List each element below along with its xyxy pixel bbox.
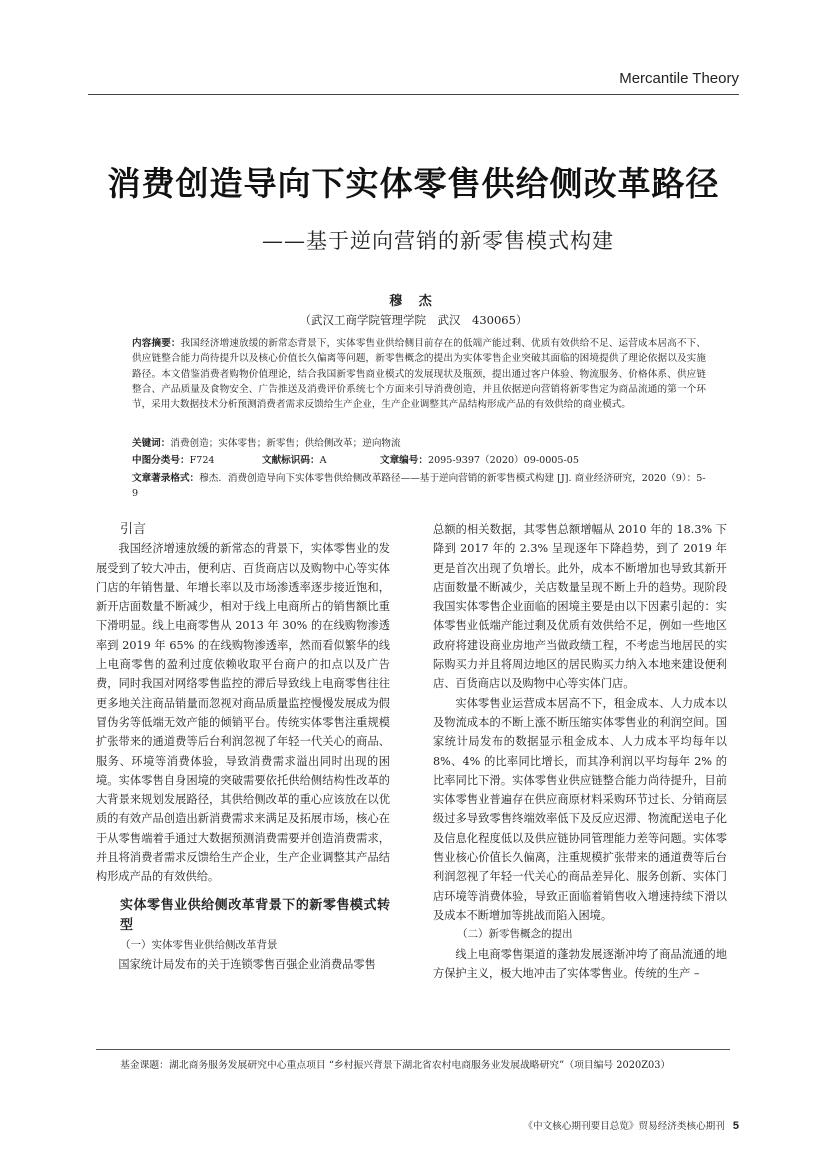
clc-value: F724 xyxy=(189,455,215,466)
intro-heading: 引言 xyxy=(120,522,147,537)
page-subtitle: ——基于逆向营销的新零售模式构建 xyxy=(262,229,614,253)
doc-code-value: A xyxy=(319,455,327,466)
paragraph: 线上电商零售渠道的蓬勃发展逐渐冲垮了商品流通的地方保护主义，极大地冲击了实体零售业。传统的生产 – xyxy=(433,947,727,980)
doc-code-label: 文献标识码： xyxy=(262,455,320,466)
header-rule xyxy=(88,94,739,95)
intro-paragraph: 我国经济增速放缓的新常态的背景下，实体零售业的发展受到了较大冲击，便利店、百货商店以及购物中心等实体门店的年销售量、年增长率以及市场渗透率逐步接近饱和，新开店面数量不断减少，相对于线上电商所占的销售额比重下滑明显。线上电商零售从 2013 年 30% 的在线购物渗透率到 2019 年 65% 的在线购物渗透率，然而看似繁华的线上电商零售的盈利过度依赖收取平台商户的扣点以及广告费，同时我国对网络零售监控的滞后导致线上电商零售往往更多地关注商品销量而忽视对商品质量监控慢慢发展成为假冒伪劣等低端无效产能的倾销平台。传统实体零售注重规模扩张带来的通道费等后台利润忽视了年轻一代关心的商品、服务、环境等消费体验，导致消费需求溢出同时出现的困境。实体零售自身困境的突破需要依托供给侧结构性改革的大背景来规划发展路径，其供给侧改革的重心应该放在以优质的有效产品创造出新消费需求来满足及拓展市场，核心在于从零售端着手通过大数据预测消费需要并创造消费需求，并且将消费者需求反馈给生产企业，生产企业调整其产品结构形成产品的有效供给。 xyxy=(96,542,390,884)
article-number-label: 文章编号： xyxy=(380,455,428,466)
page-number: 5 xyxy=(732,1120,739,1132)
article-identifiers xyxy=(132,453,706,468)
keywords xyxy=(132,436,706,451)
citation-text: 穆杰．消费创造导向下实体零售供给侧改革路径——基于逆向营销的新零售模式构建 [J]. 商业经济研究，2020（9）：5-9 xyxy=(132,473,706,500)
journal-name: 《中文核心期刊要目总览》贸易经济类核心期刊 xyxy=(523,1121,725,1132)
subsection-heading-2: （二）新零售概念的提出 xyxy=(457,928,573,941)
keywords-label: 关键词： xyxy=(132,438,171,449)
funding-note xyxy=(120,1057,670,1071)
funding-label: 基金课题： xyxy=(120,1060,169,1071)
body-column-left xyxy=(96,520,390,974)
paragraph: 总额的相关数据，其零售总额增幅从 2010 年的 18.3% 下降到 2017 年的 2.3% 呈现逐年下降趋势，到了 2019 年更是首次出现了负增长。此外，成本不断增加也导致其新开店面数量不断减少，关店数量呈现不断上升的趋势。现阶段我国实体零售企业面临的困境主要是由以下因素引起的：实体零售业低端产能过剩及优质有效供给不足，例如一些地区政府将建设商业房地产当做政绩工程，不考虑当地居民的实际购买力并且将周边地区的居民购买力纳入本地来建设便利店、百货商店以及购物中心等实体门店。 xyxy=(433,523,727,691)
author-name: 穆 杰 xyxy=(389,294,438,309)
running-head: Mercantile Theory xyxy=(619,70,739,87)
page-footer xyxy=(523,1118,739,1132)
clc-label: 中图分类号： xyxy=(132,455,190,466)
article-number-value: 2095-9397（2020）09-0005-05 xyxy=(427,455,579,466)
keywords-text: 消费创造；实体零售；新零售；供给侧改革；逆向物流 xyxy=(170,438,401,449)
abstract-label: 内容摘要： xyxy=(132,338,181,349)
subsection-heading-1: （一）实体零售业供给侧改革背景 xyxy=(120,938,278,951)
section-heading: 实体零售业供给侧改革背景下的新零售模式转型 xyxy=(120,897,390,933)
author-affiliation: （武汉工商学院管理学院 武汉 430065） xyxy=(299,313,528,327)
abstract xyxy=(132,336,706,412)
page-title: 消费创造导向下实体零售供给侧改革路径 xyxy=(107,164,720,203)
citation-label: 文章著录格式： xyxy=(132,473,200,484)
funding-text: 湖北商务服务发展研究中心重点项目 “乡村振兴背景下湖北省农村电商服务业发展战略研究”（项目编号 2020Z03） xyxy=(168,1060,671,1071)
body-column-right xyxy=(433,520,727,983)
footnote-rule xyxy=(96,1049,730,1050)
citation-format xyxy=(132,471,706,502)
paragraph: 国家统计局发布的关于连锁零售百强企业消费品零售 xyxy=(118,957,376,971)
abstract-text: 我国经济增速放缓的新常态背景下，实体零售业供给侧目前存在的低端产能过剩、优质有效供给不足、运营成本居高不下、供应链整合能力尚待提升以及核心价值长久偏离等问题，新零售概念的提出为实体零售企业突破其面临的困境提供了理论依据以及实施路径。本文借鉴消费者购物价值理论，结合我国新零售商业模式的发展现状及瓶颈，提出通过客户体验、物流服务、价格体系、供应链整合、产品质量及食物安全、广告推送及消费评价系统七个方面来引导消费创造，并且依据逆向营销将新零售定为商品流通的第一个环节，采用大数据技术分析预测消费者需求反馈给生产企业，生产企业调整其产品结构形成产品的有效供给的商业模式。 xyxy=(132,338,706,411)
paragraph: 实体零售业运营成本居高不下，租金成本、人力成本以及物流成本的不断上涨不断压缩实体零售业的利润空间。国家统计局发布的数据显示租金成本、人力成本平均每年以 8%、4% 的比率同比增长，而其净利润以平均每年 2% 的比率同比下滑。实体零售业供应链整合能力尚待提升，目前实体零售业普遍存在供应商原材料采购环节过长、分销商层级过多导致零售终端效率低下及反应迟滞、物流配送电子化及信息化程度低以及供应链协同管理能力差等问题。实体零售业核心价值长久偏离，注重规模扩张带来的通道费等后台利润忽视了年轻一代关心的商品差异化、服务创新、实体门店环境等消费体验，导致正面临着销售收入增速持续下滑以及成本不断增加等挑战而陷入困境。 xyxy=(433,696,727,922)
